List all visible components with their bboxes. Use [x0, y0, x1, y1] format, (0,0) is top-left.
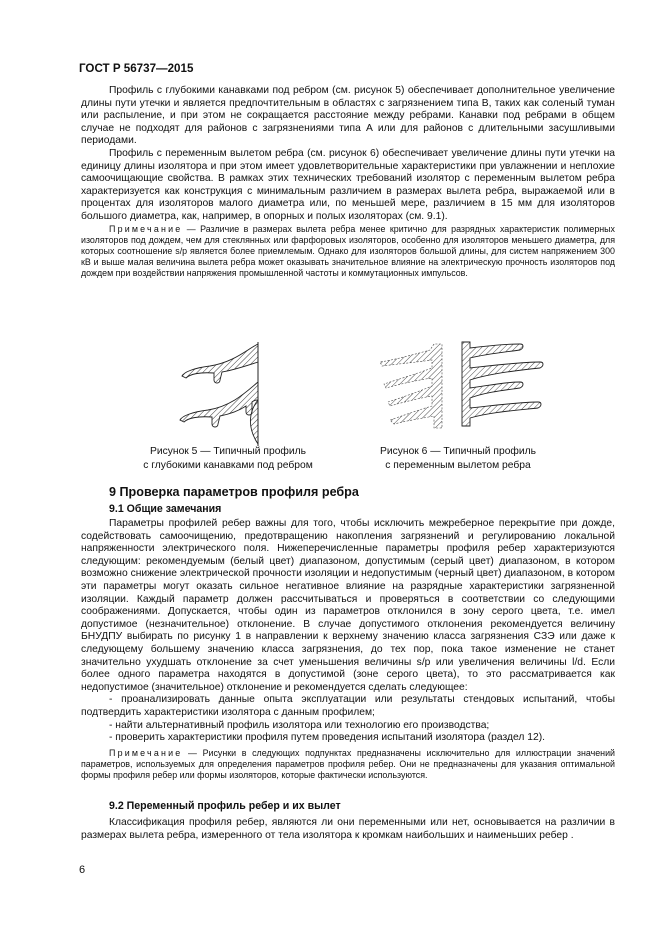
- note-text: — Различие в размерах вылета ребра менее критично для разрядных характеристик полимерных изоляторов под дождем, чем для стеклянных или фарфоровых изоляторов, особенно для изоляторов меньшего диаметра, для которых соотношение s/p является более приемлемым. Однако для изоляторов большой длины, для систем напряжением 300 кВ и выше малая величина вылета ребра может оказывать значительное влияние на электрическую прочность изоляторов под дождем при воздействии напряжения промышленной частоты и коммутационных импульсов.: [81, 223, 615, 279]
- figure-6-drawing: [370, 340, 550, 430]
- subsection-9-2-title: 9.2 Переменный профиль ребер и их вылет: [109, 800, 341, 812]
- section-9-1-block: [81, 518, 615, 781]
- figure-5-upper-shed: [182, 344, 258, 383]
- intro-paragraph-2: Профиль с переменным вылетом ребра (см. рисунок 6) обеспечивает увеличение длины пути утечки на единицу длины изолятора и при этом имеет удовлетворительные характеристики при увлажнении и неплохие самоочищающие свойства. В рамках этих технических требований изолятор с переменным вылетом ребра характеризуется как конструкция с минимальным различием в размерах вылета ребра, выражаемой или в процентах для изоляторов малого диаметра или, по меньшей мере, различием в 15 мм для изоляторов большого диаметра, как, например, в опорных и полых изоляторах (см. 9.1).: [81, 147, 615, 222]
- page-number: 6: [79, 864, 86, 876]
- intro-note: [81, 224, 615, 280]
- intro-block: [81, 85, 615, 280]
- figure-6-right-profile: [462, 342, 543, 426]
- figure-5-drawing: [150, 340, 290, 448]
- figure-6-caption: [360, 445, 556, 473]
- standard-header: ГОСТ Р 56737—2015: [79, 62, 194, 75]
- section-9-title: 9 Проверка параметров профиля ребра: [109, 485, 359, 499]
- section-9-1-note: [81, 748, 615, 782]
- section-9-2-block: [81, 817, 615, 842]
- section-9-2-paragraph: Классификация профиля ребер, являются ли они переменными или нет, основывается на различии в размерах вылета ребра, измеренного от тела изолятора к кромкам наибольших и наименьших ребер .: [81, 817, 615, 841]
- note-text-2: — Рисунки в следующих подпунктах предназначены исключительно для иллюстрации значений параметров, используемых для определения параметров профиля ребер. Они не предназначены для указания оптимальной формы профиля ребер или формы изоляторов, которые фактически используются.: [81, 747, 615, 781]
- list-item-2: - найти альтернативный профиль изолятора или технологию его производства;: [109, 719, 490, 731]
- section-9-1-paragraph: Параметры профилей ребер важны для того, чтобы исключить межреберное перекрытие при дожде, содействовать самоочищению, предотвращению накопления загрязнений и регулированию локальной напряженности электрического поля. Нижеперечисленные параметры профиля ребер характеризуются следующим: рекомендуемым (белый цвет) диапазоном, допустимым (серый цвет) диапазоном, в котором возможно снижение электрической прочности изоляции и недопустимым (черный цвет) диапазоном, в котором эти параметры могут оказать сильное негативное влияние на разрядные характеристики загрязненной изоляции. Каждый параметр должен рассчитываться и проверяться в соответствии со следующими соображениями. Допускается, чтобы один из параметров отклонился в зону серого цвета, т.е. имел допустимое (незначительное) отклонение. В случае допустимого отклонения рекомендуется величину БНУДПУ выбирать по рисунку 1 в направлении к верхнему значению класса загрязнения СЗЭ или даже к следующему большему значению класса загрязнения, до тех пор, пока такое изменение не станет значительно ухудшать отклонение за счет уменьшения величины s/p или увеличения величины l/d. Если более одного параметра находятся в допустимой (зоне серого цвета), то это рассматривается как недопустимое (значительное) отклонение и рекомендуется сделать следующее:: [81, 518, 615, 693]
- intro-paragraph-1: Профиль с глубокими канавками под ребром (см. рисунок 5) обеспечивает дополнительное увеличение длины пути утечки и является предпочтительным в областях с загрязнением типа В, таких как соленый туман или распыление, и при этом не сокращается расстояние между ребрами. Канавки под ребрами в общем случае не подходят для районов с загрязнениями типа А или для районов с длительными засушливыми периодами.: [81, 85, 615, 147]
- figure-5-caption-line1: Рисунок 5 — Типичный профиль: [149, 446, 307, 457]
- figure-5-lower-shed: [180, 382, 258, 427]
- note-label-2: Примечание: [109, 747, 183, 758]
- figure-5-caption-line2: с глубокими канавками под ребром: [143, 460, 313, 471]
- figure-5-caption: [135, 445, 321, 473]
- list-item-1: - проанализировать данные опыта эксплуатации или результаты стендовых испытаний, чтобы подтвердить характеристики изолятора с данным профилем;: [81, 694, 615, 718]
- figure-6-caption-line1: Рисунок 6 — Типичный профиль: [379, 446, 537, 457]
- list-item-3: - проверить характеристики профиля путем проведения испытаний изолятора (раздел 12).: [109, 732, 545, 744]
- figure-6-caption-line2: с переменным вылетом ребра: [385, 460, 531, 471]
- subsection-9-1-title: 9.1 Общие замечания: [109, 503, 222, 515]
- figure-6-left-profile: [380, 344, 442, 428]
- note-label: Примечание: [109, 223, 183, 234]
